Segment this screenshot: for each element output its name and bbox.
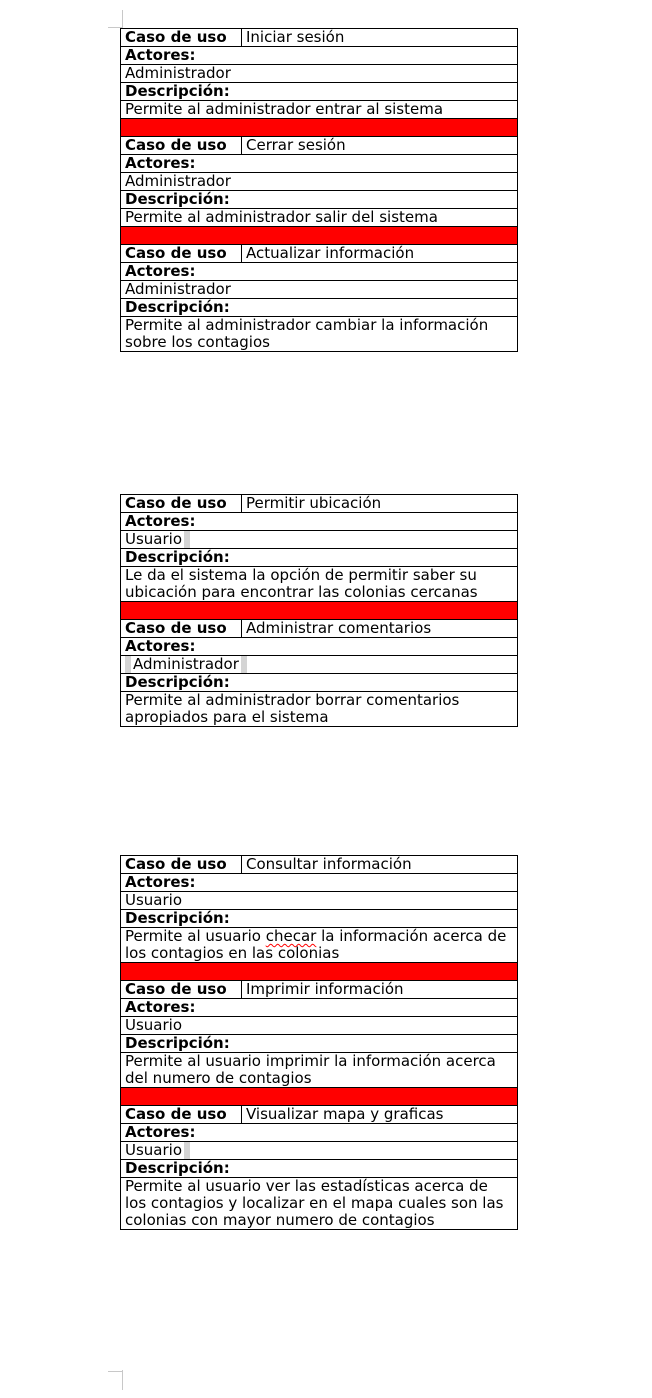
use-case-name: Permitir ubicación	[242, 495, 518, 513]
page-corner-mark	[108, 1371, 122, 1372]
descripcion-label: Descripción:	[121, 1160, 518, 1178]
actor-value	[121, 656, 518, 674]
description-value: Permite al usuario imprimir la información acerca del numero de contagios	[121, 1053, 518, 1088]
red-separator	[121, 602, 518, 620]
actor-text: Usuario	[125, 530, 183, 548]
red-separator	[121, 1088, 518, 1106]
descripcion-label: Descripción:	[121, 549, 518, 567]
description-text: la información acerca de los contagios en las colonias	[125, 927, 507, 962]
use-case-name: Iniciar sesión	[242, 29, 518, 47]
description-text: Permite al usuario	[125, 927, 266, 945]
use-case-table	[120, 28, 518, 352]
caso-de-uso-label: Caso de uso	[121, 245, 242, 263]
red-separator	[121, 119, 518, 137]
use-case-name: Administrar comentarios	[242, 620, 518, 638]
use-case-name: Visualizar mapa y graficas	[242, 1106, 518, 1124]
use-case-name: Cerrar sesión	[242, 137, 518, 155]
actor-text: Administrador	[133, 655, 239, 673]
actores-label: Actores:	[121, 513, 518, 531]
descripcion-label: Descripción:	[121, 674, 518, 692]
description-value: Le da el sistema la opción de permitir saber su ubicación para encontrar las colonias cercanas	[121, 567, 518, 602]
descripcion-label: Descripción:	[121, 910, 518, 928]
caso-de-uso-label: Caso de uso	[121, 981, 242, 999]
actor-value	[121, 1142, 518, 1160]
description-value: Permite al administrador borrar comentarios apropiados para el sistema	[121, 692, 518, 727]
caso-de-uso-label: Caso de uso	[121, 856, 242, 874]
actor-value: Administrador	[121, 65, 518, 83]
actor-value: Usuario	[121, 892, 518, 910]
actores-label: Actores:	[121, 155, 518, 173]
actores-label: Actores:	[121, 874, 518, 892]
description-value	[121, 928, 518, 963]
use-case-name: Actualizar información	[242, 245, 518, 263]
actores-label: Actores:	[121, 999, 518, 1017]
field-shading-mark	[184, 1142, 190, 1159]
spellcheck-flagged-word[interactable]: checar	[265, 927, 317, 945]
descripcion-label: Descripción:	[121, 83, 518, 101]
use-case-name-row	[121, 29, 518, 47]
description-value: Permite al usuario ver las estadísticas acerca de los contagios y localizar en el mapa cuales son las colonias con mayor numero de contagios	[121, 1178, 518, 1230]
field-shading-mark	[184, 531, 190, 548]
page-corner-mark	[122, 1370, 123, 1390]
red-separator	[121, 227, 518, 245]
use-case-table	[120, 494, 518, 727]
use-case-name: Consultar información	[242, 856, 518, 874]
actor-value: Administrador	[121, 281, 518, 299]
actor-text: Usuario	[125, 1141, 183, 1159]
actores-label: Actores:	[121, 263, 518, 281]
field-shading-mark	[125, 656, 131, 673]
actores-label: Actores:	[121, 1124, 518, 1142]
actores-label: Actores:	[121, 638, 518, 656]
red-separator	[121, 963, 518, 981]
caso-de-uso-label: Caso de uso	[121, 1106, 242, 1124]
description-value: Permite al administrador entrar al sistema	[121, 101, 518, 119]
caso-de-uso-label: Caso de uso	[121, 495, 242, 513]
use-case-table	[120, 855, 518, 1230]
caso-de-uso-label: Caso de uso	[121, 29, 242, 47]
page-corner-mark	[122, 10, 123, 28]
descripcion-label: Descripción:	[121, 299, 518, 317]
descripcion-label: Descripción:	[121, 191, 518, 209]
use-case-name: Imprimir información	[242, 981, 518, 999]
caso-de-uso-label: Caso de uso	[121, 137, 242, 155]
description-value: Permite al administrador salir del sistema	[121, 209, 518, 227]
actores-label: Actores:	[121, 47, 518, 65]
description-value: Permite al administrador cambiar la información sobre los contagios	[121, 317, 518, 352]
field-shading-mark	[241, 656, 247, 673]
actor-value: Administrador	[121, 173, 518, 191]
descripcion-label: Descripción:	[121, 1035, 518, 1053]
caso-de-uso-label: Caso de uso	[121, 620, 242, 638]
actor-value: Usuario	[121, 1017, 518, 1035]
actor-value	[121, 531, 518, 549]
